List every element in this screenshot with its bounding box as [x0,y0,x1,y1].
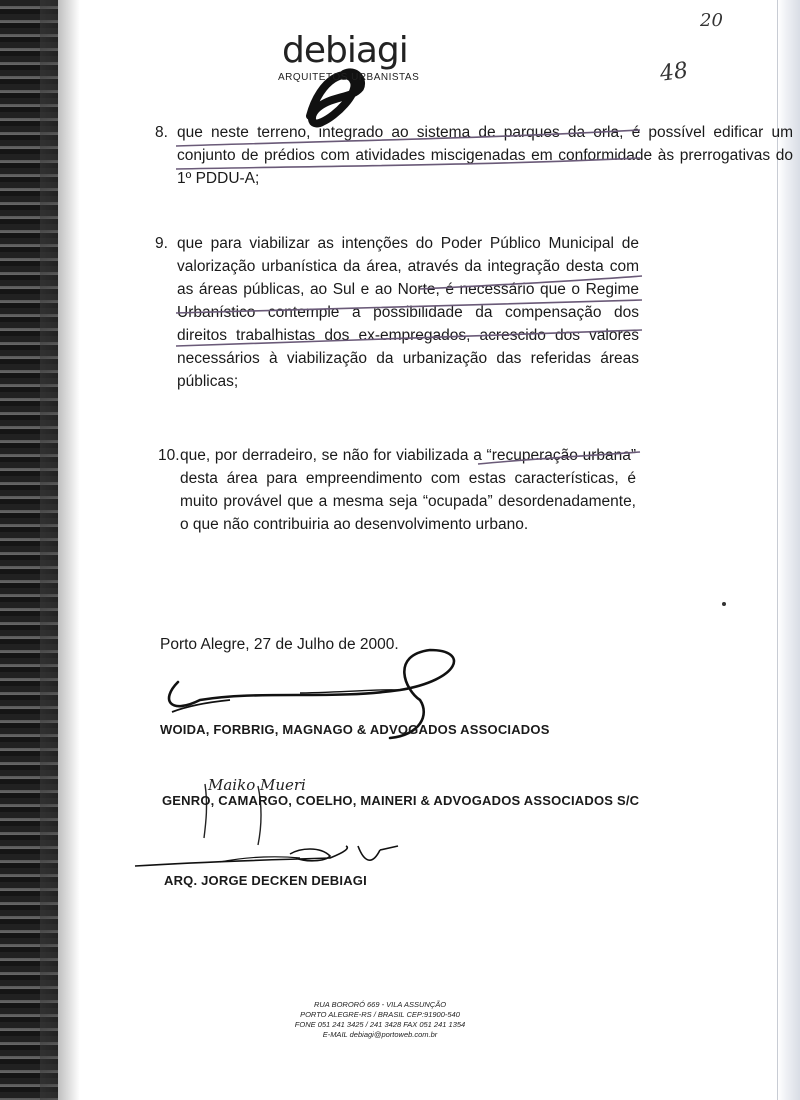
footer-address: RUA BORORÓ 669 - VILA ASSUNÇÃO [313,1000,447,1009]
signatory-name: ARQ. JORGE DECKEN DEBIAGI [164,873,367,888]
signatory-name: GENRO, CAMARGO, COELHO, MAINERI & ADVOGADOS ASSOCIADOS S/C [162,793,640,808]
page-number-handwritten: 48 [658,58,690,87]
item-number: 9. [155,235,168,252]
footer-city: PORTO ALEGRE-RS / BRASIL CEP:91900-540 [300,1010,460,1019]
brand-name: debiagi [282,30,408,71]
footer-email: E-MAIL debiagi@portoweb.com.br [322,1030,438,1039]
place-date: Porto Alegre, 27 de Julho de 2000. [160,636,399,653]
scan-speck [722,602,726,606]
page-number-top: 20 [700,10,723,31]
brand-subtitle: ARQUITETOS URBANISTAS [278,72,420,83]
item-number: 8. [155,124,168,141]
item-text: que neste terreno, integrado ao sistema de parques da orla, é possível edificar um conjunto de prédios com atividades miscigenadas em conformidade às prerrogativas do 1º PDDU-A; [177,124,793,187]
binder-shadow [40,0,80,1100]
footer-phone: FONE 051 241 3425 / 241 3428 FAX 051 241 1354 [294,1020,466,1029]
signature-handwriting: Maiko Mueri [208,776,306,794]
letterhead-logo [270,28,430,108]
item-number: 10. [158,447,180,464]
letterhead-footer [250,1000,510,1040]
item-text: que para viabilizar as intenções do Poder Público Municipal de valorização urbanística da área, através da integração desta com as áreas públicas, ao Sul e ao Norte, é necessário que o Regime Urbanístico contemple a possibilidade da compensação dos direitos trabalhistas dos ex-empregados, acrescido dos valores necessários à viabilização da urbanização das referidas áreas públicas; [177,235,639,390]
item-text: que, por derradeiro, se não for viabilizada a “recuperação urbana” desta área para empreendimento com estas características, é muito provável que a mesma seja “ocupada” desordenadamente, o que não contribuiria ao desenvolvimento urbano. [180,447,636,533]
signatory-name: WOIDA, FORBRIG, MAGNAGO & ADVOGADOS ASSOCIADOS [160,722,550,737]
